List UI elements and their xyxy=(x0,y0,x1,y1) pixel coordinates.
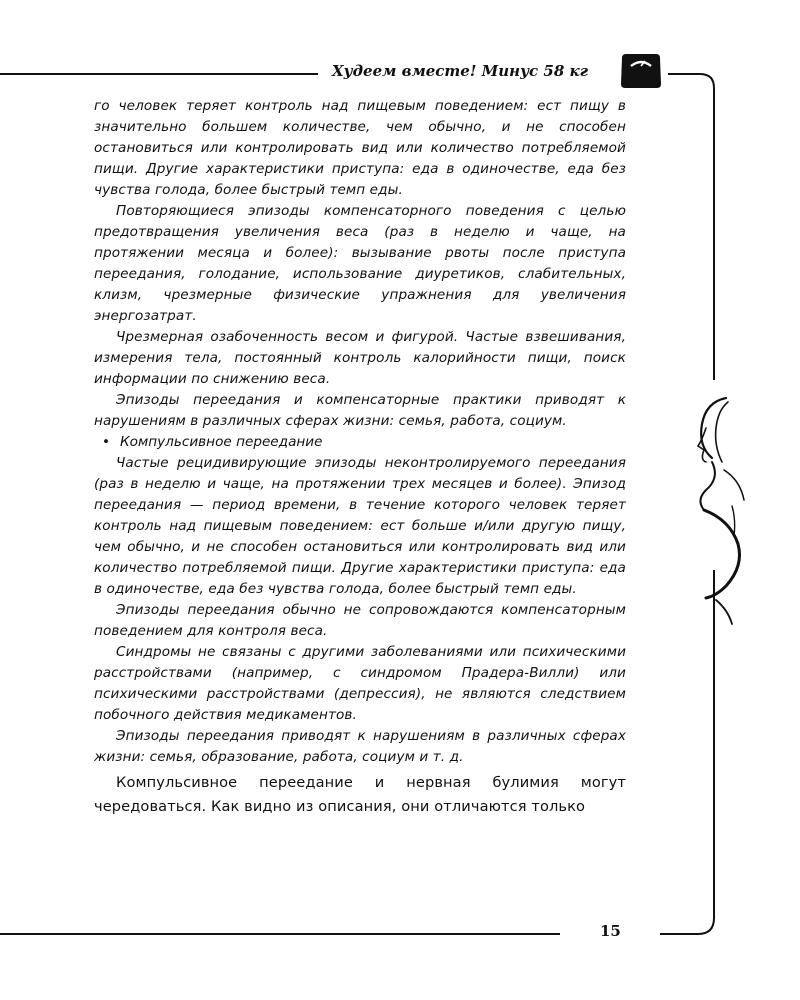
paragraph: Эпизоды переедания и компенсаторные практики приводят к нарушениям в различных сферах жизни: семья, работа, социум. xyxy=(94,392,626,429)
running-header-title: Худеем вместе! Минус 58 кг xyxy=(332,62,589,80)
page-number: 15 xyxy=(600,922,621,940)
pregnant-woman-silhouette-icon xyxy=(698,398,744,624)
frame-right-bottom xyxy=(660,570,714,934)
bullet-item xyxy=(94,432,626,453)
bullet-dot: • xyxy=(102,434,111,450)
body-text xyxy=(94,96,626,819)
paragraph: Повторяющиеся эпизоды компенсаторного поведения с целью предотвращения увеличения веса (раз в неделю и чаще, на протяжении месяца и более): вызывание рвоты после приступа переедания, голодание, использование диуретиков, слабительных, клизм, чрезмерные физические упражнения для увеличения энергозатрат. xyxy=(94,203,626,324)
bathroom-scale-icon xyxy=(621,54,661,88)
paragraph: Частые рецидивирующие эпизоды неконтролируемого переедания (раз в неделю и чаще, на протяжении трех месяцев и более). Эпизод переедания — период времени, в течение которого человек теряет контроль над пищевым поведением: ест больше и/или другую пищу, чем обычно, и не способен остановиться или контролировать вид или количество потребляемой пищи. Другие характеристики приступа: еда в одиночестве, еда без чувства голода, более быстрый темп еды. xyxy=(94,455,626,597)
paragraph: Чрезмерная озабоченность весом и фигурой. Частые взвешивания, измерения тела, постоянный контроль калорийности пищи, поиск информации по снижению веса. xyxy=(94,329,626,387)
paragraph: Компульсивное переедание и нервная булимия могут чередоваться. Как видно из описания, они отличаются только xyxy=(94,774,626,815)
paragraph: Синдромы не связаны с другими заболеваниями или психическими расстройствами (например, с синдромом Прадера-Вилли) или психическими расстройствами (депрессия), не являются следствием побочного действия медикаментов. xyxy=(94,644,626,723)
paragraph: Эпизоды переедания обычно не сопровождаются компенсаторным поведением для контроля веса. xyxy=(94,602,626,639)
paragraph: Эпизоды переедания приводят к нарушениям в различных сферах жизни: семья, образование, работа, социум и т. д. xyxy=(94,728,626,765)
frame-right-top xyxy=(668,74,714,380)
paragraph: го человек теряет контроль над пищевым поведением: ест пищу в значительно большем количестве, чем обычно, и не способен остановиться или контролировать вид или количество потребляемой пищи. Другие характеристики приступа: еда в одиночестве, еда без чувства голода, более быстрый темп еды. xyxy=(94,98,626,198)
bullet-text: Компульсивное переедание xyxy=(120,434,323,450)
